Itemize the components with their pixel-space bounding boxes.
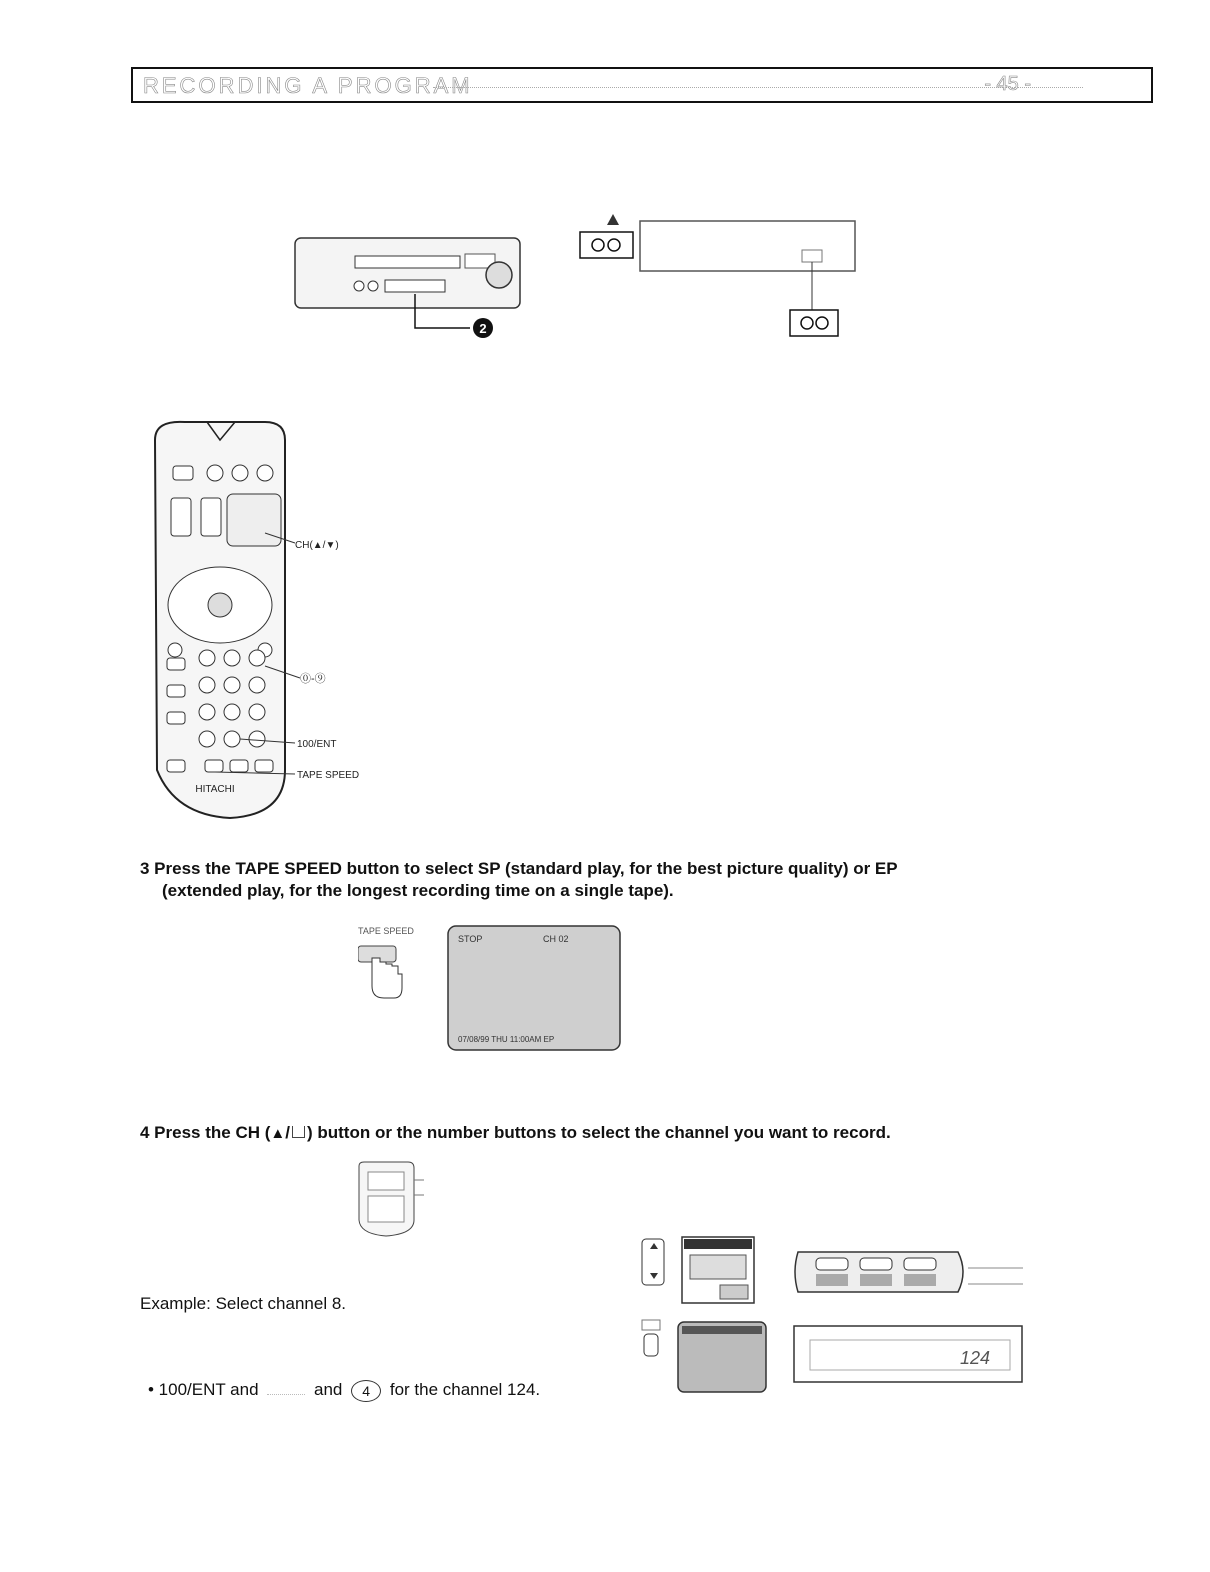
vcr-front-figure [285,218,535,348]
menu-indicator [720,1285,748,1299]
remote-side-button [167,685,185,697]
remote-record-cluster [227,494,281,546]
page-number: - 45 - [984,73,1031,95]
example-bullet-text: • 100/ENT and [148,1380,259,1399]
step-4-text [140,1122,1130,1145]
step-3-line-2: (extended play, for the longest recording time on a single tape). [162,881,674,900]
screen-title-bar [682,1326,762,1334]
remote-button [168,643,182,657]
display-channel-number: 124 [959,1348,990,1368]
remote-button [232,465,248,481]
step-3-text [140,858,1120,902]
remote-label-numbers: ⓪-⑨ [300,673,326,685]
menu-channel-grid [690,1255,746,1279]
step-3-line-1: 3 Press the TAPE SPEED button to select SP (standard play, for the best picture quality) or EP [140,859,898,878]
vcr-panel-button [860,1274,892,1286]
eject-arrow-icon [607,214,619,225]
remote-button [207,465,223,481]
menu-title-bar [684,1239,752,1249]
vcr-display-channel-figure [790,1322,1030,1388]
vcr-button [354,281,364,291]
osd-tape-speed-label: TAPE SPEED [358,926,414,936]
example-tail: for the channel 124. [389,1380,541,1399]
section-title: RECORDING A PROGRAM [143,73,473,98]
ch-up-icon: ▲ [270,1125,286,1142]
vcr-panel-button [904,1274,936,1286]
vcr-panel-button [904,1258,936,1270]
remote-thumbnail-figure [356,1160,426,1240]
cassette-indicator-enlarged [790,310,838,336]
osd-channel: CH 02 [543,934,569,944]
display-indicator [802,250,822,262]
remote-side-button [167,658,185,670]
channel-menu-figure [640,1235,760,1307]
page-header [131,67,1153,103]
remote-side-button [167,712,185,724]
step-4-prefix: 4 Press the CH ( [140,1123,271,1142]
ch-button-icon [644,1334,658,1356]
zero-key-icon [267,1378,305,1395]
remote-thumbnail-keypad [368,1196,404,1222]
vcr-buttons-figure [788,1240,1028,1310]
vcr-panel-button [816,1258,848,1270]
remote-brand-logo: HITACHI [195,784,235,795]
cassette-indicator-box [580,232,633,258]
remote-tape-speed-button [205,760,223,772]
osd-status: STOP [458,934,483,944]
tape-speed-osd-figure [358,918,633,1053]
example-bullet [148,1378,540,1402]
remote-label-enter: 100/ENT [297,739,337,750]
pressing-hand-icon [372,958,402,998]
remote-ch-rocker [201,498,221,536]
step-4-suffix: ) button or the number buttons to select the channel you want to record. [306,1123,891,1142]
remote-side-button [167,760,185,772]
callout-number: 2 [479,321,487,336]
remote-thumbnail-keys [368,1172,404,1190]
display-panel [640,221,855,271]
vcr-button [368,281,378,291]
vcr-panel-button [860,1258,892,1270]
tv-screen [448,926,620,1050]
vcr-cassette-slot [355,256,460,268]
vcr-button-strip [385,280,445,292]
vcr-jog-dial [486,262,512,288]
remote-control-figure [145,410,380,830]
number-4-key-icon [351,1380,381,1402]
remote-play-button [208,593,232,617]
remote-power-button [173,466,193,480]
remote-button [257,465,273,481]
remote-side-button [255,760,273,772]
example-and: and [314,1380,343,1399]
ch-label-icon [642,1320,660,1330]
number-4-key-digit: 4 [362,1382,371,1399]
ch-separator: / [285,1123,290,1142]
remote-label-tape-speed: TAPE SPEED [297,770,360,781]
osd-footer: 07/08/99 THU 11:00AM EP [458,1035,555,1044]
remote-volume-rocker [171,498,191,536]
vcr-panel-button [816,1274,848,1286]
remote-label-ch: CH(▲/▼) [295,540,339,551]
remote-side-button [230,760,248,772]
channel-screen-figure [640,1318,770,1398]
ch-down-icon [292,1126,305,1138]
vcr-display-figure [572,205,867,345]
example-text: Example: Select channel 8. [140,1294,347,1313]
